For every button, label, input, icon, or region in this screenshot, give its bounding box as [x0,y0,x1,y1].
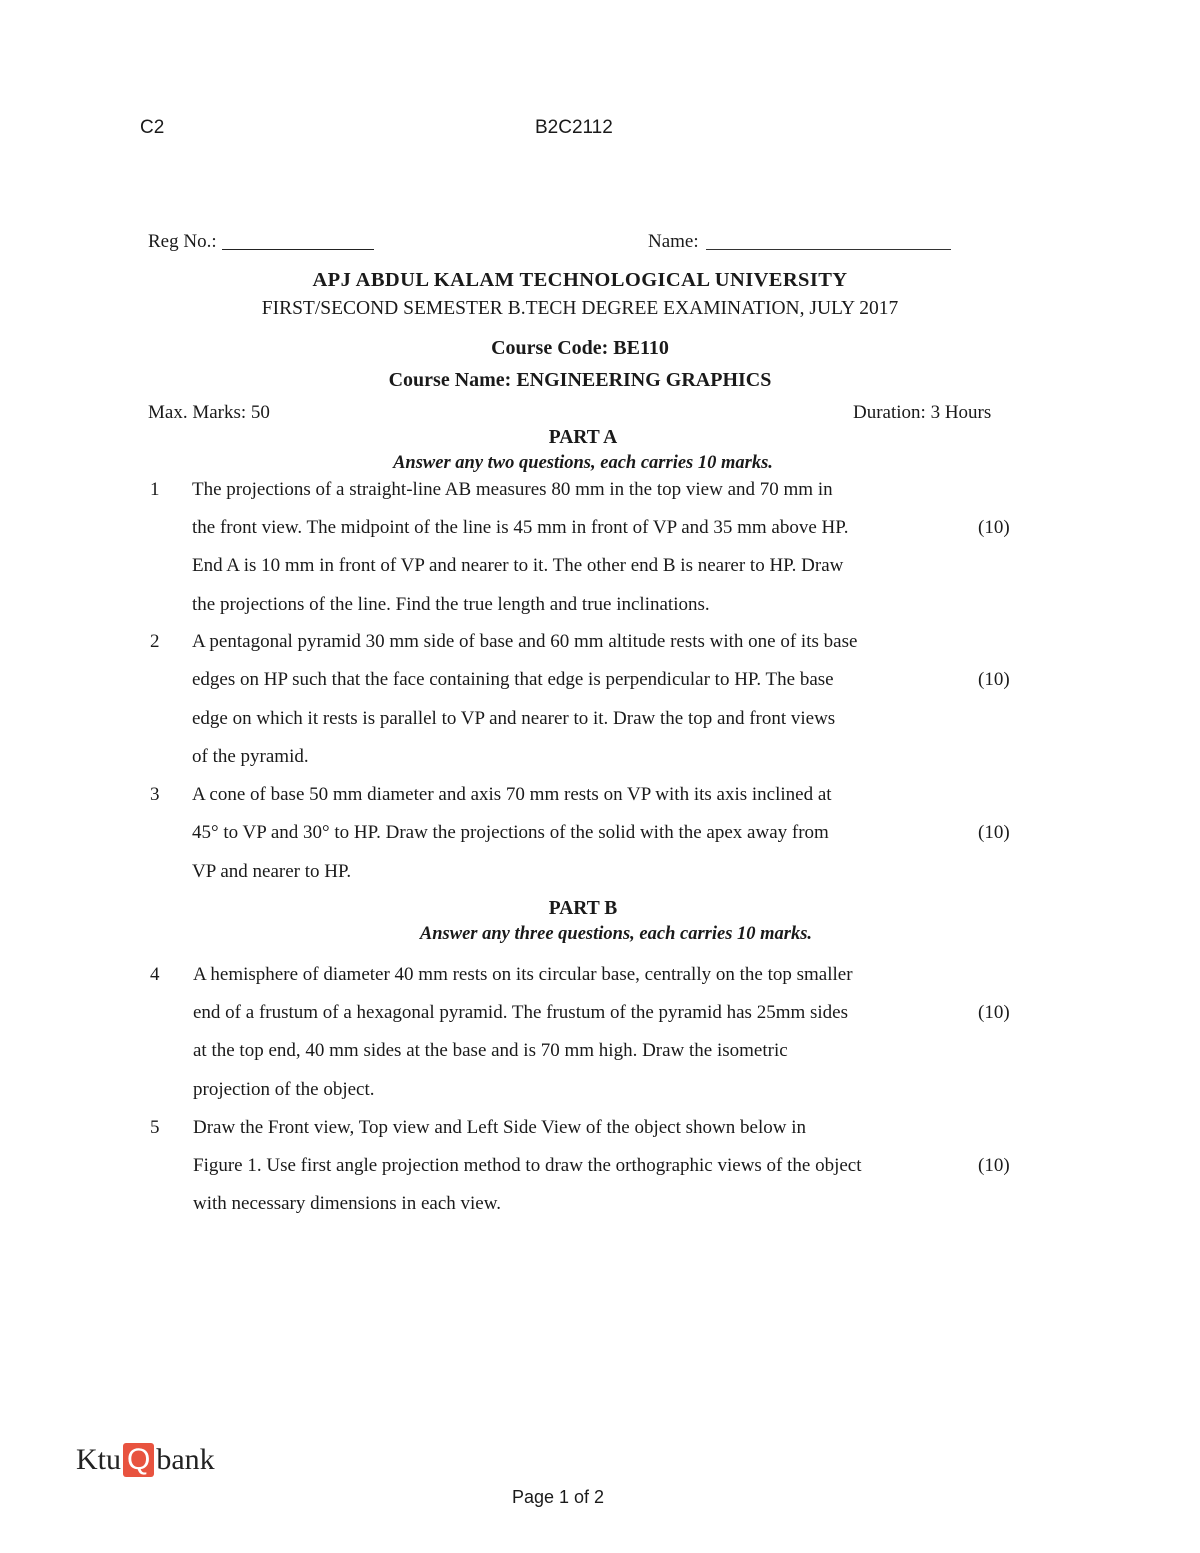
question-text-line: A hemisphere of diameter 40 mm rests on its circular base, centrally on the top smaller [193,964,853,985]
question-marks: (10) [978,1002,1010,1023]
question-text-line: edge on which it rests is parallel to VP and nearer to it. Draw the top and front views [192,708,836,729]
question-text-line: at the top end, 40 mm sides at the base and is 70 mm high. Draw the isometric [193,1040,788,1061]
reg-no-label: Reg No.: [148,231,217,252]
university-name: APJ ABDUL KALAM TECHNOLOGICAL UNIVERSITY [312,269,848,291]
question-number: 3 [150,784,160,805]
question-text-line: of the pyramid. [192,746,309,767]
question-marks: (10) [978,822,1010,843]
question-text-line: the projections of the line. Find the true length and true inclinations. [192,594,710,615]
part-b-title: PART B [548,898,618,919]
page-number: Page 1 of 2 [511,1487,605,1507]
name-field [706,249,951,250]
part-a-title: PART A [548,427,618,448]
question-text-line: VP and nearer to HP. [192,861,352,882]
question-text-line: End A is 10 mm in front of VP and nearer to it. The other end B is nearer to HP. Draw [192,555,844,576]
question-marks: (10) [978,517,1010,538]
course-name: Course Name: ENGINEERING GRAPHICS [388,369,772,391]
question-text-line: the front view. The midpoint of the line is 45 mm in front of VP and 35 mm above HP. [192,517,849,538]
paper-code-left: C2 [140,117,165,138]
question-text-line: edges on HP such that the face containing that edge is perpendicular to HP. The base [192,669,834,690]
logo-q-mark: Q [123,1443,154,1477]
question-text-line: projection of the object. [193,1079,375,1100]
question-number: 4 [150,964,160,985]
paper-code-center: B2C2112 [535,117,613,138]
question-text-line: A cone of base 50 mm diameter and axis 70 mm rests on VP with its axis inclined at [192,784,832,805]
question-text-line: with necessary dimensions in each view. [193,1193,501,1214]
question-number: 2 [150,631,160,652]
question-text-line: Draw the Front view, Top view and Left Side View of the object shown below in [193,1117,806,1138]
question-marks: (10) [978,1155,1010,1176]
question-marks: (10) [978,669,1010,690]
max-marks: Max. Marks: 50 [148,402,270,423]
logo-prefix: Ktu [76,1443,121,1476]
logo-suffix: bank [156,1443,215,1476]
question-number: 1 [150,479,160,500]
question-text-line: Figure 1. Use first angle projection method to draw the orthographic views of the object [193,1155,862,1176]
name-label: Name: [648,231,699,252]
duration: Duration: 3 Hours [853,402,992,423]
ktuqbank-logo [76,1443,215,1477]
question-text-line: end of a frustum of a hexagonal pyramid. The frustum of the pyramid has 25mm sides [193,1002,848,1023]
question-number: 5 [150,1117,160,1138]
question-text-line: 45° to VP and 30° to HP. Draw the projections of the solid with the apex away from [192,822,829,843]
part-a-instruction: Answer any two questions, each carries 10 marks. [393,453,773,473]
course-code: Course Code: BE110 [491,337,669,359]
question-text-line: The projections of a straight-line AB measures 80 mm in the top view and 70 mm in [192,479,833,500]
reg-no-field [222,249,374,250]
exam-title: FIRST/SECOND SEMESTER B.TECH DEGREE EXAMINATION, JULY 2017 [261,298,899,319]
question-text-line: A pentagonal pyramid 30 mm side of base and 60 mm altitude rests with one of its base [192,631,858,652]
part-b-instruction: Answer any three questions, each carries 10 marks. [419,924,813,944]
